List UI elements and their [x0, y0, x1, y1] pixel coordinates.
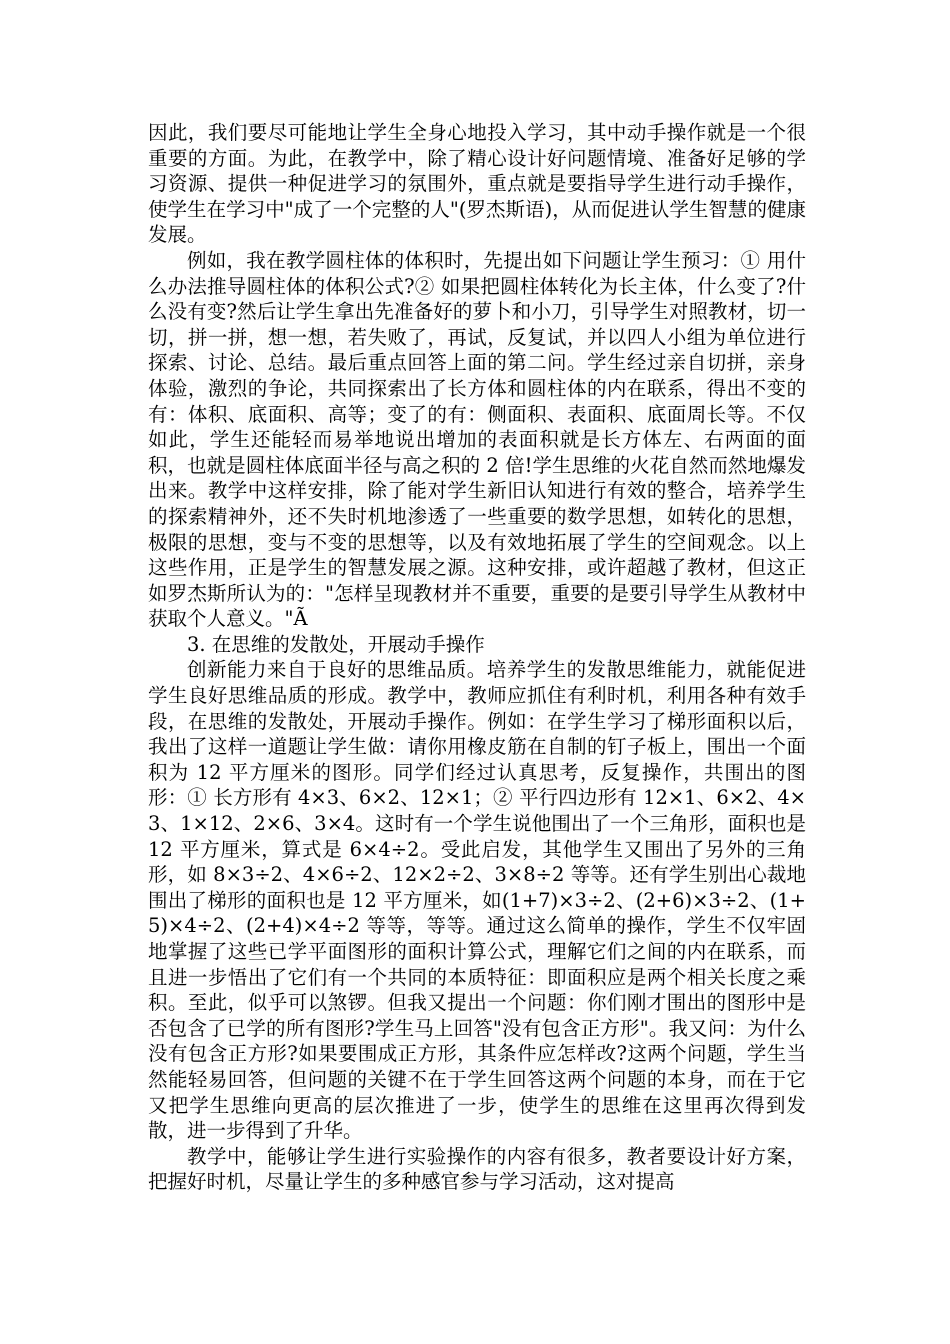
paragraph-closing: 教学中，能够让学生进行实验操作的内容有很多，教者要设计好方案，把握好时机，尽量让学生的多种感官参与学习活动，这对提高: [148, 1144, 806, 1194]
paragraph-divergent-thinking: 创新能力来自于良好的思维品质。培养学生的发散思维能力，就能促进学生良好思维品质的形成。教学中，教师应抓住有利时机，利用各种有效手段，在思维的发散处，开展动手操作。例如：在学生学习了梯形面积以后，我出了这样一道题让学生做：请你用橡皮筋在自制的钉子板上，围出一个面积为 12 平方厘米的图形。同学们经过认真思考，反复操作，共围出的图形：① 长方形有 4×3、6×2、12×1；② 平行四边形有 12×1、6×2、4×3、1×12、2×6、3×4。这时有一个学生说他围出了一个三角形，面积也是 12 平方厘米，算式是 6×4÷2。受此启发，其他学生又围出了另外的三角形，如 8×3÷2、4×6÷2、12×2÷2、3×8÷2 等等。还有学生别出心裁地围出了梯形的面积也是 12 平方厘米，如(1+7)×3÷2、(2+6)×3÷2、(1+5)×4÷2、(2+4)×4÷2 等等，等等。通过这么简单的操作，学生不仅牢固地掌握了这些已学平面图形的面积计算公式，理解它们之间的内在联系，而且进一步悟出了它们有一个共同的本质特征：即面积应是两个相关长度之乘积。至此，似乎可以煞锣。但我又提出一个问题：你们刚才围出的图形中是否包含了已学的所有图形?学生马上回答"没有包含正方形"。我又问：为什么没有包含正方形?如果要围成正方形，其条件应怎样改?这两个问题，学生当然能轻易回答，但问题的关键不在于学生回答这两个问题的本身，而在于它又把学生思维向更高的层次推进了一步，使学生的思维在这里再次得到发散，进一步得到了升华。: [148, 658, 806, 1143]
paragraph-cylinder-example: 例如，我在教学圆柱体的体积时，先提出如下问题让学生预习：① 用什么办法推导圆柱体的体积公式?② 如果把圆柱体转化为长主体，什么变了?什么没有变?然后让学生拿出先准备好的萝卜和小刀，引导学生对照教材，切一切，拼一拼，想一想，若失败了，再试，反复试，并以四人小组为单位进行探索、讨论、总结。最后重点回答上面的第二问。学生经过亲自切拼，亲身体验，激烈的争论，共同探索出了长方体和圆柱体的内在联系，得出不变的有：体积、底面积、高等；变了的有：侧面积、表面积、底面周长等。不仅如此，学生还能轻而易举地说出增加的表面积就是长方体左、右两面的面积，也就是圆柱体底面半径与高之积的 2 倍!学生思维的火花自然而然地爆发出来。教学中这样安排，除了能对学生新旧认知进行有效的整合，培养学生的探索精神外，还不失时机地渗透了一些重要的数学思想，如转化的思想，极限的思想，变与不变的思想等，以及有效地拓展了学生的空间观念。以上这些作用，正是学生的智慧发展之源。这种安排，或许超越了教材，但这正如罗杰斯所认为的："怎样呈现教材并不重要，重要的是要引导学生从教材中获取个人意义。"Ã: [148, 248, 806, 631]
document-page: [148, 120, 806, 1195]
paragraph-intro: 因此，我们要尽可能地让学生全身心地投入学习，其中动手操作就是一个很重要的方面。为此，在教学中，除了精心设计好问题情境、准备好足够的学习资源、提供一种促进学习的氛围外，重点就是要指导学生进行动手操作，使学生在学习中"成了一个完整的人"(罗杰斯语)，从而促进认学生智慧的健康发展。: [148, 121, 806, 247]
section-heading-3: 3. 在思维的发散处，开展动手操作: [187, 632, 485, 656]
